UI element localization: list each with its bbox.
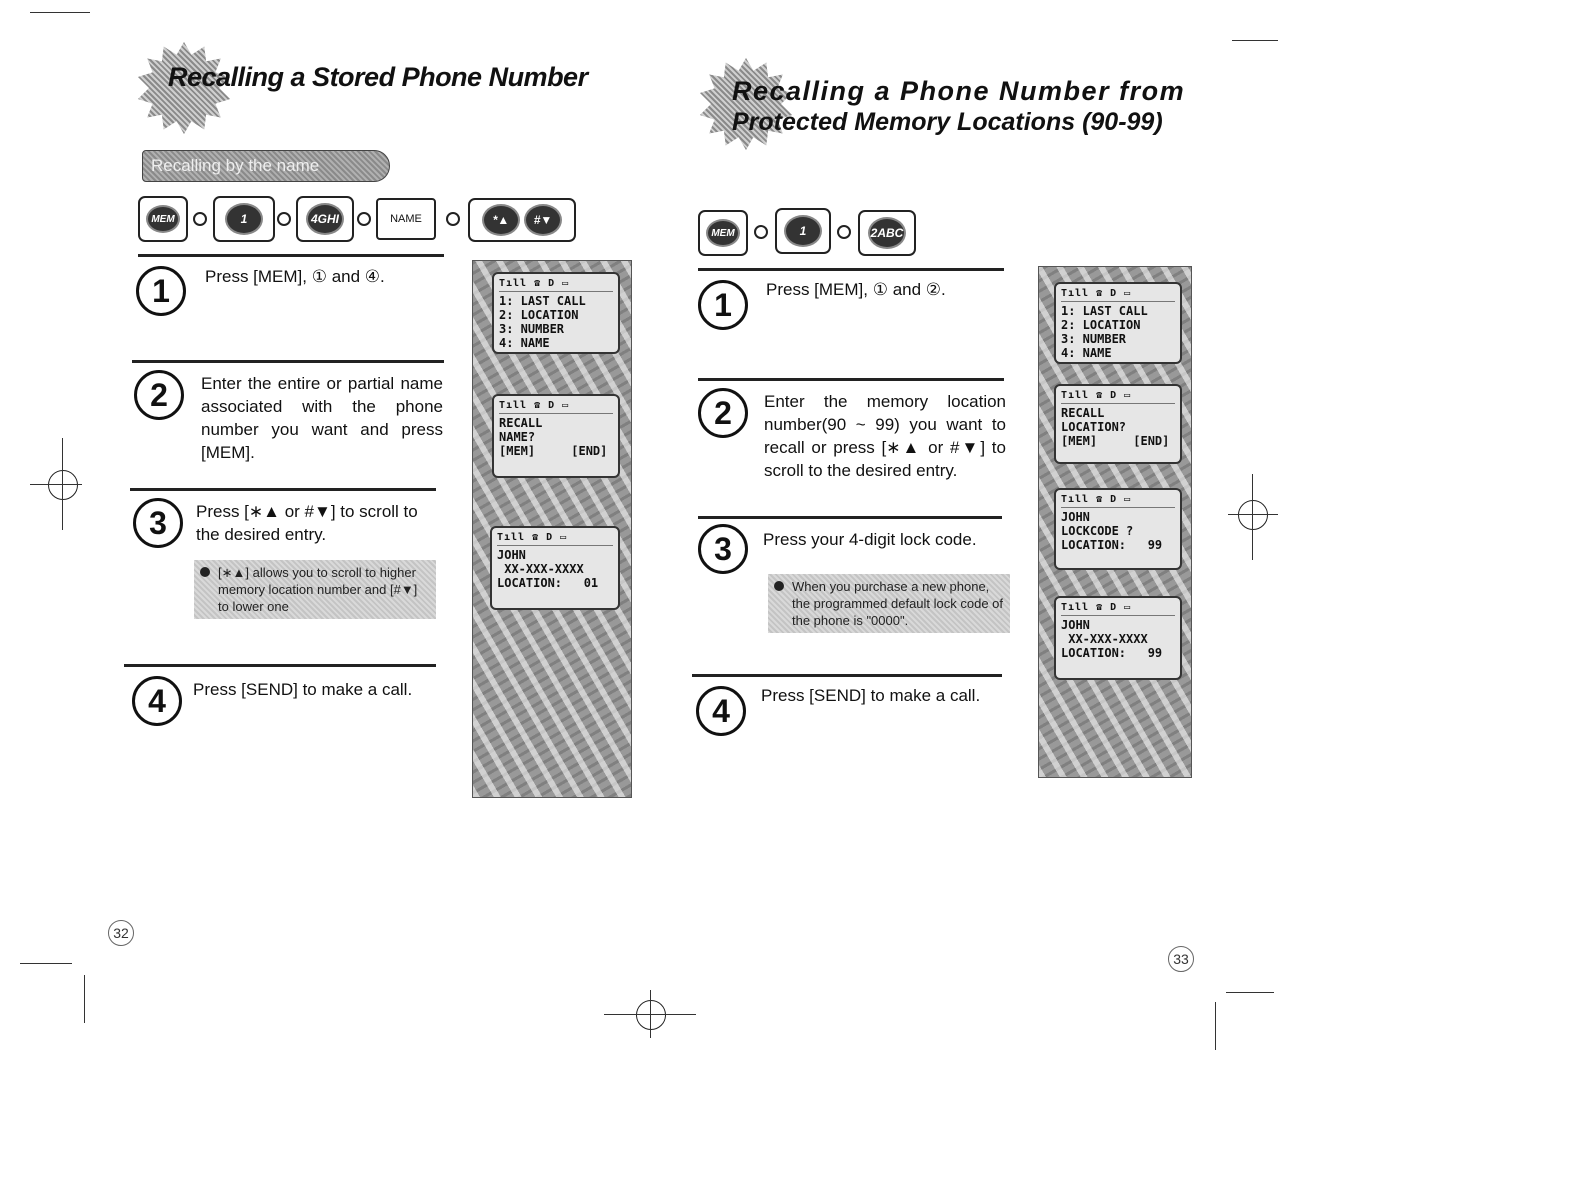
bullet-icon — [774, 581, 784, 591]
page-title-line-1: Recalling a Phone Number from — [732, 76, 1186, 106]
crop-mark — [1215, 1002, 1216, 1050]
step-4-number: 4 — [696, 686, 746, 736]
subheading-banner: Recalling by the name — [142, 150, 390, 182]
status-bar: Tıll ☎ D ▭ — [497, 531, 613, 546]
crop-mark — [20, 963, 72, 964]
step-2-text: Enter the memory location number(90 ~ 99) you want to recall or press [∗▲ or #▼] to scroll to the desired entry. — [764, 392, 1006, 480]
registration-mark — [604, 1014, 696, 1015]
step-3-text: Press [∗▲ or #▼] to scroll to the desired entry. — [196, 502, 418, 544]
scroll-keys: *▲ #▼ — [468, 198, 576, 242]
page-number: 33 — [1168, 946, 1194, 972]
note-box: When you purchase a new phone, the programmed default lock code of the phone is "0000". — [768, 574, 1010, 633]
one-key: 1 — [775, 208, 831, 254]
registration-mark — [30, 484, 82, 485]
step-4-text: Press [SEND] to make a call. — [761, 686, 981, 705]
status-bar: Tıll ☎ D ▭ — [1061, 287, 1175, 302]
mem-key: MEM — [138, 196, 188, 242]
registration-mark — [1238, 500, 1268, 530]
four-key: 4GHI — [296, 196, 354, 242]
status-bar: Tıll ☎ D ▭ — [499, 399, 613, 414]
mem-key: MEM — [698, 210, 748, 256]
step-divider — [698, 268, 1004, 271]
phone-screen: Tıll ☎ D ▭ RECALL LOCATION? [MEM] [END] — [1054, 384, 1182, 464]
step-divider — [132, 360, 444, 363]
step-4-number: 4 — [132, 676, 182, 726]
status-bar: Tıll ☎ D ▭ — [1061, 389, 1175, 404]
sequence-arrow-icon — [277, 212, 291, 226]
status-bar: Tıll ☎ D ▭ — [1061, 493, 1175, 508]
crop-mark — [1232, 40, 1278, 41]
step-4-text: Press [SEND] to make a call. — [193, 680, 413, 699]
step-divider — [124, 664, 436, 667]
one-key: 1 — [213, 196, 275, 242]
sequence-arrow-icon — [837, 225, 851, 239]
status-bar: Tıll ☎ D ▭ — [499, 277, 613, 292]
sequence-arrow-icon — [754, 225, 768, 239]
phone-screen: Tıll ☎ D ▭ JOHN XX-XXX-XXXX LOCATION: 99 — [1054, 596, 1182, 680]
bullet-icon — [200, 567, 210, 577]
step-2-number: 2 — [134, 370, 184, 420]
step-divider — [692, 674, 1002, 677]
registration-mark — [636, 1000, 666, 1030]
step-3-number: 3 — [133, 498, 183, 548]
step-divider — [698, 516, 1002, 519]
page-title: Recalling a Stored Phone Number — [168, 62, 588, 92]
phone-screen: Tıll ☎ D ▭ JOHN XX-XXX-XXXX LOCATION: 01 — [490, 526, 620, 610]
step-3-text: Press your 4-digit lock code. — [763, 530, 977, 549]
step-3-number: 3 — [698, 524, 748, 574]
phone-screen: Tıll ☎ D ▭ 1: LAST CALL 2: LOCATION 3: NUMBER 4: NAME — [1054, 282, 1182, 364]
step-divider — [130, 488, 436, 491]
step-2-text: Enter the entire or partial name associated with the phone number you want and press [MEM]. — [201, 374, 443, 462]
phone-screen: Tıll ☎ D ▭ JOHN LOCKCODE ? LOCATION: 99 — [1054, 488, 1182, 570]
phone-screen: Tıll ☎ D ▭ 1: LAST CALL 2: LOCATION 3: NUMBER 4: NAME — [492, 272, 620, 354]
name-key: NAME — [376, 198, 436, 240]
crop-mark — [84, 975, 85, 1023]
step-1-number: 1 — [698, 280, 748, 330]
note-box: [∗▲] allows you to scroll to higher memory location number and [#▼] to lower one — [194, 560, 436, 619]
registration-mark — [1252, 474, 1253, 560]
step-divider — [698, 378, 1004, 381]
step-divider — [138, 254, 444, 257]
registration-mark — [1228, 514, 1278, 515]
status-bar: Tıll ☎ D ▭ — [1061, 601, 1175, 616]
two-key: 2ABC — [858, 210, 916, 256]
sequence-arrow-icon — [193, 212, 207, 226]
sequence-arrow-icon — [357, 212, 371, 226]
step-1-text: Press [MEM], ① and ②. — [766, 280, 946, 299]
crop-mark — [30, 12, 90, 13]
sequence-arrow-icon — [446, 212, 460, 226]
page-number: 32 — [108, 920, 134, 946]
page-title-line-2: Protected Memory Locations (90-99) — [732, 108, 1163, 136]
step-2-number: 2 — [698, 388, 748, 438]
phone-screen: Tıll ☎ D ▭ RECALL NAME? [MEM] [END] — [492, 394, 620, 478]
step-1-text: Press [MEM], ① and ④. — [205, 267, 385, 286]
step-1-number: 1 — [136, 266, 186, 316]
crop-mark — [1226, 992, 1274, 993]
registration-mark — [48, 470, 78, 500]
